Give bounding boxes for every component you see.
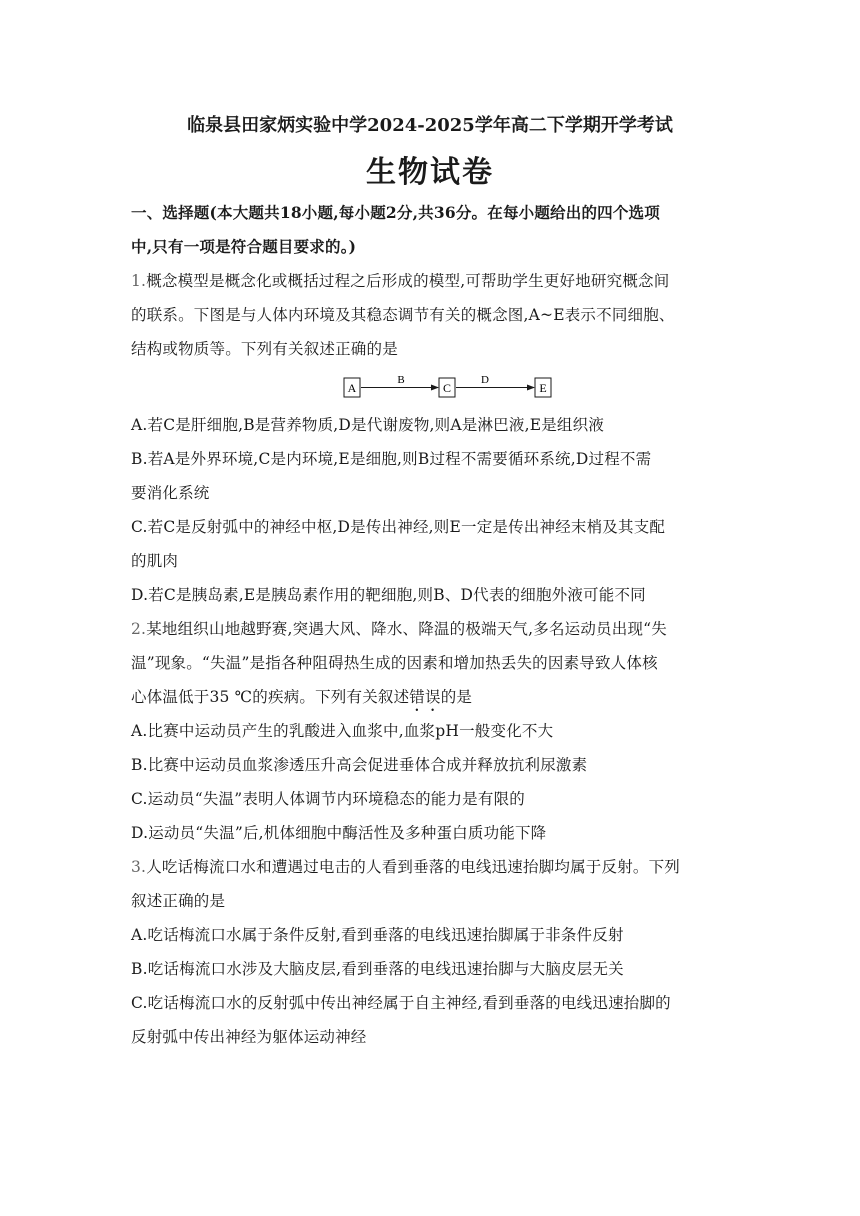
q1-option-c-line-2: 的肌肉 — [131, 552, 179, 570]
q3-number: 3. — [131, 858, 147, 876]
section-heading-line-1: 一、选择题(本大题共18小题,每小题2分,共36分。在每小题给出的四个选项 — [131, 203, 660, 222]
q2-stem-line-3 — [131, 687, 731, 715]
q2-option-a: A.比赛中运动员产生的乳酸进入血浆中,血浆pH一般变化不大 — [131, 722, 554, 740]
q1-stem-line-2: 的联系。下图是与人体内环境及其稳态调节有关的概念图,A~E表示不同细胞、 — [131, 306, 675, 324]
q3-stem-text-1: 人吃话梅流口水和遭遇过电击的人看到垂落的电线迅速抬脚均属于反射。下列 — [146, 858, 681, 876]
q2-option-b: B.比赛中运动员血浆渗透压升高会促进垂体合成并释放抗利尿激素 — [131, 756, 588, 774]
subject-title: 生物试卷 — [366, 155, 494, 190]
q1-stem-line-3: 结构或物质等。下列有关叙述正确的是 — [131, 340, 398, 358]
q3-option-c-line-1: C.吃话梅流口水的反射弧中传出神经属于自主神经,看到垂落的电线迅速抬脚的 — [131, 994, 671, 1012]
q2-emphasis-wrong: 错误 — [409, 688, 441, 706]
q1-option-b-line-1: B.若A是外界环境,C是内环境,E是细胞,则B过程不需要循环系统,D过程不需 — [131, 450, 652, 468]
diagram-label-a: A — [347, 381, 357, 395]
q1-option-a: A.若C是肝细胞,B是营养物质,D是代谢废物,则A是淋巴液,E是组织液 — [131, 416, 605, 434]
diagram-label-d: D — [481, 374, 489, 386]
q2-stem-text-3c: 的是 — [440, 688, 473, 706]
q3-stem-line-2: 叙述正确的是 — [131, 892, 226, 910]
concept-diagram — [343, 374, 553, 400]
diagram-label-e: E — [539, 381, 547, 395]
q1-stem-line-1 — [131, 271, 731, 291]
q2-option-c: C.运动员“失温”表明人体调节内环境稳态的能力是有限的 — [131, 790, 525, 808]
q3-option-c-line-2: 反射弧中传出神经为躯体运动神经 — [131, 1028, 367, 1046]
q2-stem-line-2: 温”现象。“失温”是指各种阻碍热生成的因素和增加热丢失的因素导致人体核 — [131, 654, 658, 672]
q2-stem-text-1: 某地组织山地越野赛,突遇大风、降水、降温的极端天气,多名运动员出现“失 — [146, 620, 667, 638]
diagram-label-c: C — [442, 381, 452, 395]
diagram-label-b: B — [397, 374, 405, 386]
q1-option-c-line-1: C.若C是反射弧中的神经中枢,D是传出神经,则E一定是传出神经末梢及其支配 — [131, 518, 666, 536]
q3-option-b: B.吃话梅流口水涉及大脑皮层,看到垂落的电线迅速抬脚与大脑皮层无关 — [131, 960, 624, 978]
exam-title: 临泉县田家炳实验中学2024-2025学年高二下学期开学考试 — [187, 115, 673, 136]
q2-stem-text-3a: 心体温低于35 ℃的疾病。下列有关叙述 — [131, 688, 410, 706]
q1-option-d: D.若C是胰岛素,E是胰岛素作用的靶细胞,则B、D代表的细胞外液可能不同 — [131, 586, 646, 604]
q2-stem-line-1 — [131, 619, 731, 639]
q1-stem-text-1: 概念模型是概念化或概括过程之后形成的模型,可帮助学生更好地研究概念间 — [146, 272, 670, 290]
q1-number: 1. — [131, 272, 147, 290]
q1-option-b-line-2: 要消化系统 — [131, 484, 210, 502]
section-heading-line-2: 中,只有一项是符合题目要求的。) — [131, 237, 357, 256]
q2-option-d: D.运动员“失温”后,机体细胞中酶活性及多种蛋白质功能下降 — [131, 824, 547, 842]
q3-stem-line-1 — [131, 857, 731, 877]
q3-option-a: A.吃话梅流口水属于条件反射,看到垂落的电线迅速抬脚属于非条件反射 — [131, 926, 624, 944]
q2-number: 2. — [131, 620, 147, 638]
